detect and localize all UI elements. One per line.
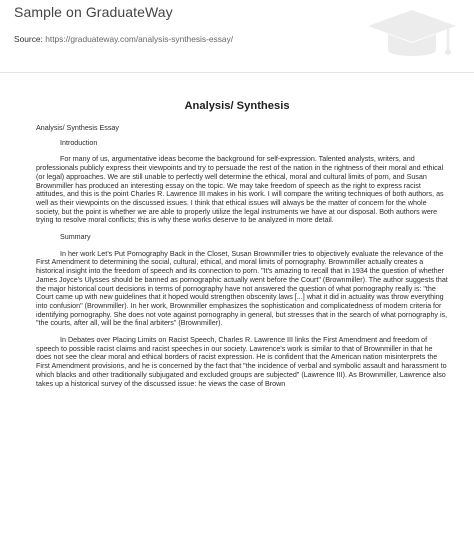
source-label: Source: [14, 34, 43, 44]
introduction-paragraph: For many of us, argumentative ideas become the background for self-expression. Talented analysts, writers, and professionals publicly express their viewpoints and try to persuade the rest of the nation in the rightness of their moral and ethical (or legal) approaches. We are still unable to perfectly well determine the ethical, moral and cultural limits of porn, and Susan Brownmiller has produced an interesting essay on the topic. We may take freedom of speech as the right to express racist attitudes, and this is the point Charles R. Lawrence III makes in his work. I will compare the writing techniques of both authors, as well as their viewpoints on the discussed issues. I think that ethical issues will always be the matter of concern for the whole society, but the point is whether we are able to properly utilize the legal instruments we have at our disposal. Both authors were trying to resolve moral conflicts; this is why these works deserve to be analyzed in more detail. [36, 155, 444, 225]
document-body [36, 124, 448, 396]
header-divider [0, 72, 474, 73]
document-title: Analysis/ Synthesis [184, 99, 290, 112]
summary-paragraph: In her work Let’s Put Pornography Back in the Closet, Susan Brownmiller tries to objectively evaluate the relevance of the First Amendment to determining the social, cultural, ethical, and moral limits of pornography. Brownmiller actually creates a historical insight into the freedom of speech and its connection to porn. "It's amazing to recall that in 1934 the question of whether James Joyce's Ulysses should be banned as pornographic actually went before the Court" (Brownmiller). The author suggests that the major historical court decisions in terms of pornography have not answered the question of what pornography really is: "the Court came up with new guidelines that it hoped would strengthen obscenity laws [...] what it did in actuality was throw everything into confusion" (Brownmiller). In her work, Brownmiller emphasizes the sophistication and complicatedness of modern criteria for identifying pornography. She does not vote against pornography in general, but stresses that in the search of what pornography is, "the courts, after all, will be the final arbiters" (Brownmiller). [36, 249, 448, 328]
source-url-link[interactable]: https://graduateway.com/analysis-synthesis-essay/ [45, 34, 234, 44]
site-title[interactable]: Sample on GraduateWay [14, 4, 173, 20]
graduation-cap-icon [364, 4, 460, 70]
site-header [0, 0, 474, 82]
summary-paragraph: In Debates over Placing Limits on Racist Speech, Charles R. Lawrence III links the First Amendment and freedom of speech to possible racist claims and racist speeches in our society. Lawrence's work is similar to that of Brownmiller in that he does not see the clear moral and ethical borders of racist expression. He is confident that the American nation misinterprets the First Amendment provisions, and he is concerned by the fact that "the incidence of verbal and symbolic assault and harassment to which blacks and other traditionally subjugated and excluded groups are subjected" (Lawrence III). As Brownmiller, Lawrence also takes up a historical survey of the discussed issue: he views the case of Brown [36, 336, 447, 388]
summary-heading: Summary [60, 233, 91, 242]
essay-heading: Analysis/ Synthesis Essay [36, 124, 119, 132]
introduction-heading: Introduction [60, 138, 98, 147]
source-line [14, 34, 233, 44]
